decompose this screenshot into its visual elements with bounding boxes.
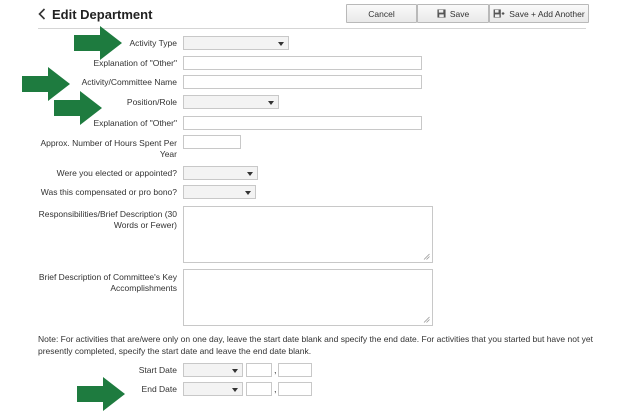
hours-label: [40, 138, 177, 160]
committee-name-label: Activity/Committee Name: [81, 77, 177, 87]
cancel-button[interactable]: [346, 4, 417, 23]
compensated-label: Was this compensated or pro bono?: [40, 187, 177, 197]
chevron-down-icon: [245, 191, 251, 195]
end-date-year-input[interactable]: [278, 382, 312, 396]
chevron-left-icon: [38, 8, 46, 20]
back-button[interactable]: [38, 6, 152, 22]
responsibilities-label: [39, 209, 177, 231]
accomplishments-label: [39, 272, 177, 294]
date-separator: ,: [274, 365, 277, 375]
activity-type-select[interactable]: [183, 36, 289, 50]
responsibilities-textarea[interactable]: [183, 206, 433, 263]
elected-label: Were you elected or appointed?: [56, 168, 177, 178]
end-date-month-select[interactable]: [183, 382, 243, 396]
start-date-year-input[interactable]: [278, 363, 312, 377]
chevron-down-icon: [268, 101, 274, 105]
position-role-label: Position/Role: [126, 97, 177, 107]
green-arrow-icon: [74, 26, 122, 60]
green-arrow-icon: [54, 91, 102, 125]
hours-input[interactable]: [183, 135, 241, 149]
start-date-label: Start Date: [138, 365, 177, 375]
date-separator: ,: [274, 384, 277, 394]
date-instructions-note: Note: For activities that are/were only on one day, leave the start date blank and specify the end date. For activities that you started but have not yet presently completed, specify the start date and leave the end date blank.: [38, 334, 594, 356]
floppy-disk-plus-icon: [493, 9, 505, 18]
chevron-down-icon: [247, 172, 253, 176]
position-role-select[interactable]: [183, 95, 279, 109]
chevron-down-icon: [278, 42, 284, 46]
accomplishments-label-line1: Brief Description of Committee's Key: [38, 272, 177, 282]
committee-name-input[interactable]: [183, 75, 422, 89]
chevron-down-icon: [232, 369, 238, 373]
floppy-disk-icon: [437, 9, 446, 18]
explanation-other-input[interactable]: [183, 56, 422, 70]
green-arrow-icon: [77, 377, 125, 411]
responsibilities-label-line2: Words or Fewer): [113, 220, 177, 230]
save-button[interactable]: [417, 4, 489, 23]
start-date-day-input[interactable]: [246, 363, 272, 377]
activity-type-label: Activity Type: [129, 38, 177, 48]
elected-select[interactable]: [183, 166, 258, 180]
save-add-another-button[interactable]: [489, 4, 589, 23]
explanation-other-label: Explanation of "Other": [93, 58, 177, 68]
accomplishments-label-line2: Accomplishments: [110, 283, 177, 293]
hours-label-line1: Approx. Number of Hours Spent Per: [40, 138, 177, 148]
start-date-month-select[interactable]: [183, 363, 243, 377]
end-date-day-input[interactable]: [246, 382, 272, 396]
save-button-label: Save: [449, 8, 470, 19]
resize-grip-icon[interactable]: [423, 316, 430, 323]
resize-grip-icon[interactable]: [423, 253, 430, 260]
chevron-down-icon: [232, 388, 238, 392]
accomplishments-textarea[interactable]: [183, 269, 433, 326]
responsibilities-label-line1: Responsibilities/Brief Description (30: [38, 209, 177, 219]
save-add-another-label: Save + Add Another: [509, 8, 585, 19]
end-date-label: End Date: [141, 384, 177, 394]
cancel-button-label: Cancel: [368, 8, 395, 19]
explanation-other-label-2: Explanation of "Other": [93, 118, 177, 128]
compensated-select[interactable]: [183, 185, 256, 199]
explanation-other-input-2[interactable]: [183, 116, 422, 130]
hours-label-line2: Year: [159, 149, 177, 159]
page-title: Edit Department: [52, 6, 153, 22]
